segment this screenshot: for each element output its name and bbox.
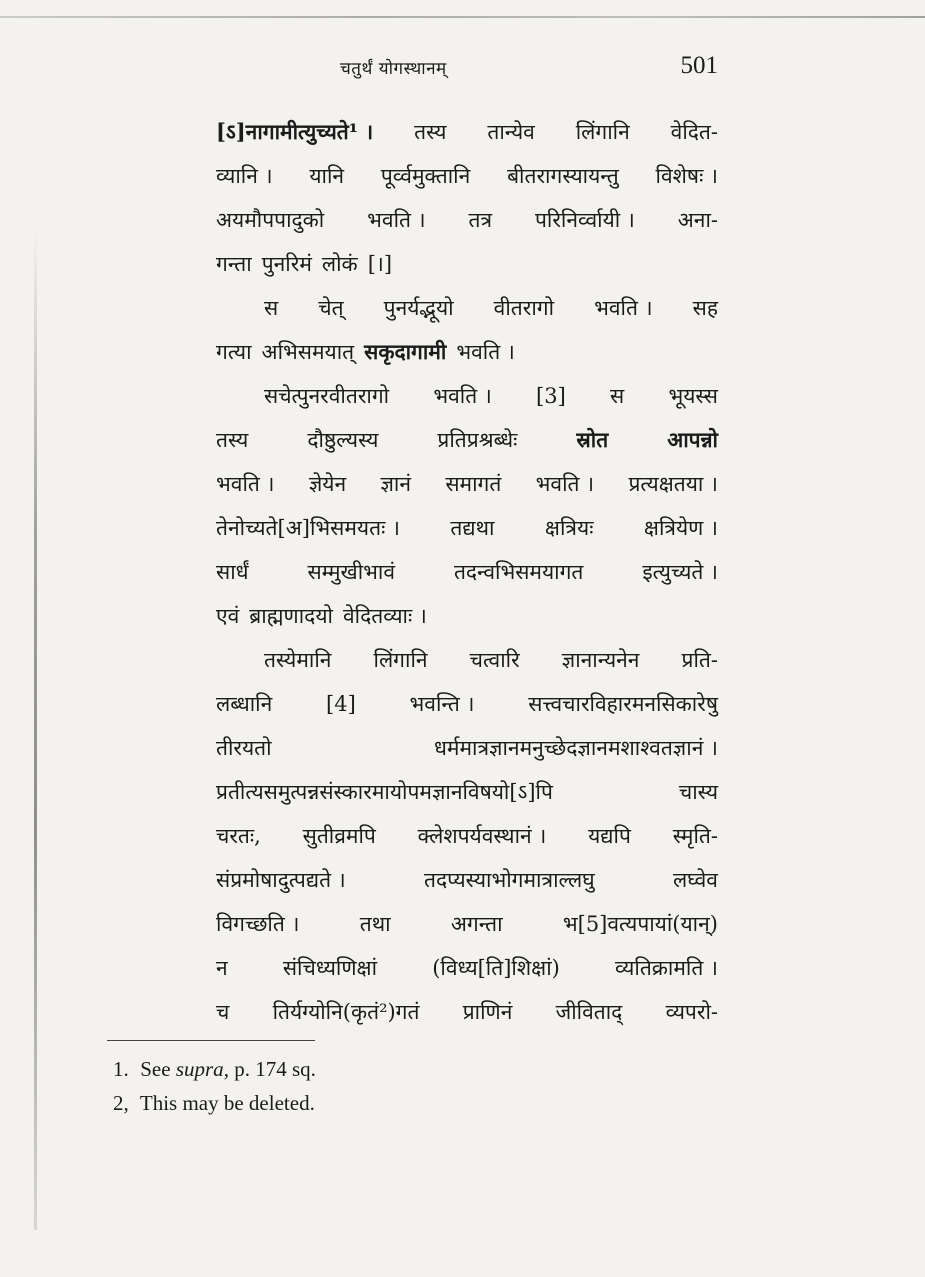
text-word: चास्य xyxy=(678,780,718,804)
text-word: प्राणिनं xyxy=(462,1000,513,1024)
footnote-text: This may be deleted. xyxy=(139,1091,315,1115)
footnote-emphasis: supra xyxy=(175,1057,224,1081)
text-word: तीरयतो xyxy=(216,736,272,760)
text-word: चरतः, xyxy=(216,824,261,848)
text-word: सचेत्पुनरवीतरागो xyxy=(264,384,390,408)
text-word: भवति । xyxy=(367,208,426,232)
text-word: भवति । xyxy=(456,340,515,364)
page-number: 501 xyxy=(680,52,718,79)
text-word: क्षत्रियः xyxy=(544,516,594,540)
text-line xyxy=(216,682,718,726)
text-word: व्यतिक्रामति । xyxy=(615,956,718,980)
text-word: तान्येव xyxy=(487,120,535,144)
text-word: आपन्नो xyxy=(667,427,718,452)
footnote-number: 2, xyxy=(113,1091,129,1115)
footnotes xyxy=(113,1052,613,1120)
text-line xyxy=(216,418,718,462)
text-word: तद्यथा xyxy=(450,516,495,540)
page-top-edge xyxy=(0,16,925,18)
text-word: वेदितव्याः । xyxy=(342,604,427,628)
text-word: स्रोत xyxy=(576,427,609,452)
text-word: चेत् xyxy=(318,296,344,320)
text-word: गन्ता xyxy=(216,252,252,276)
text-word: पूर्व्वमुक्तानि xyxy=(380,164,471,188)
text-line xyxy=(216,638,718,682)
text-line xyxy=(216,286,718,330)
text-word: क्षत्रियेण । xyxy=(643,516,718,540)
text-word: ज्ञानं xyxy=(380,472,411,496)
text-line xyxy=(216,462,718,506)
text-word: ब्राह्मणादयो xyxy=(249,604,333,628)
text-line xyxy=(216,594,718,638)
text-line xyxy=(216,902,718,946)
text-word: प्रतिप्रश्रब्धेः xyxy=(437,428,518,452)
text-line xyxy=(216,330,718,374)
footnote-rule xyxy=(107,1040,315,1041)
footnote-2 xyxy=(113,1086,613,1120)
text-word: चत्वारि xyxy=(469,648,520,672)
text-word: च xyxy=(216,1000,230,1024)
text-line xyxy=(216,374,718,418)
text-word: लिंगानि xyxy=(575,120,630,144)
text-word: यानि xyxy=(309,164,345,188)
text-word: बीतरागस्यायन्तु xyxy=(507,164,619,188)
text-word: भवति । xyxy=(433,384,492,408)
text-word: अभिसमयात् xyxy=(261,340,355,364)
text-line xyxy=(216,990,718,1034)
text-word: तस्य xyxy=(216,428,249,452)
text-word: सत्त्वचारविहारमनसिकारेषु xyxy=(528,692,718,716)
text-word: गत्या xyxy=(216,340,252,364)
body-text xyxy=(216,110,718,1034)
text-word: तथा xyxy=(359,912,391,936)
footnote-number: 1. xyxy=(113,1057,129,1081)
text-word: स xyxy=(264,296,279,320)
text-word: भवति । xyxy=(594,296,653,320)
text-word: सह xyxy=(692,296,718,320)
text-word: सुतीव्रमपि xyxy=(302,824,376,848)
text-word: भवन्ति । xyxy=(409,692,475,716)
text-word: एवं xyxy=(216,604,240,628)
text-line xyxy=(216,726,718,770)
text-word: धर्ममात्रज्ञानमनुच्छेदज्ञानमशाश्वतज्ञानं । xyxy=(433,736,718,760)
text-word: (विध्य[ति]शिक्षां) xyxy=(432,956,560,980)
text-word: अगन्ता xyxy=(450,912,503,936)
text-word: विशेषः । xyxy=(655,164,718,188)
text-line xyxy=(216,550,718,594)
text-word: समागतं xyxy=(445,472,502,496)
text-word: तेनोच्यते[अ]भिसमयतः । xyxy=(216,516,400,540)
text-word: पुनरिमं xyxy=(261,252,312,276)
text-word: वीतरागो xyxy=(493,296,555,320)
text-line xyxy=(216,858,718,902)
text-word: स xyxy=(610,384,625,408)
text-word: भूयस्स xyxy=(668,384,718,408)
text-word: लघ्वेव xyxy=(673,868,718,892)
text-line xyxy=(216,814,718,858)
footnote-1 xyxy=(113,1052,613,1086)
text-word: प्रतीत्यसमुत्पन्नसंस्कारमायोपमज्ञानविषयो[ऽ]पि xyxy=(216,780,553,804)
text-word: [ऽ]नागामीत्युच्यते¹ । xyxy=(216,119,374,144)
text-word: अना- xyxy=(677,208,718,232)
text-word: तत्र xyxy=(468,208,493,232)
text-word: तस्य xyxy=(414,120,447,144)
text-word: दौष्ठुल्यस्य xyxy=(307,428,379,452)
text-word: संप्रमोषादुत्पद्यते । xyxy=(216,868,346,892)
text-word: भ[5]वत्यपायां(यान्) xyxy=(562,912,718,936)
text-word: लिंगानि xyxy=(373,648,428,672)
text-line xyxy=(216,946,718,990)
text-word: [3] xyxy=(536,384,566,408)
text-word: तदप्यस्याभोगमात्राल्लघु xyxy=(424,868,595,892)
text-word: [4] xyxy=(326,692,356,716)
text-word: [।] xyxy=(367,252,393,276)
text-word: तस्येमानि xyxy=(264,648,332,672)
text-word: व्यानि । xyxy=(216,164,273,188)
text-word: प्रति- xyxy=(681,648,718,672)
text-line xyxy=(216,770,718,814)
text-word: सकृदागामी xyxy=(364,339,447,364)
text-word: व्यपरो- xyxy=(665,1000,718,1024)
text-word: तिर्यग्योनि(कृतं²)गतं xyxy=(272,1000,420,1024)
text-word: भवति । xyxy=(216,472,275,496)
text-line xyxy=(216,110,718,154)
text-word: अयमौपपादुको xyxy=(216,208,325,232)
text-word: सार्धं xyxy=(216,560,249,584)
text-word: यद्यपि xyxy=(588,824,631,848)
text-word: सम्मुखीभावं xyxy=(307,560,396,584)
text-word: प्रत्यक्षतया । xyxy=(628,472,718,496)
text-line xyxy=(216,506,718,550)
text-word: लोकं xyxy=(321,252,358,276)
text-word: विगच्छति । xyxy=(216,912,300,936)
text-line xyxy=(216,154,718,198)
text-word: तदन्वभिसमयागत xyxy=(453,560,584,584)
text-line xyxy=(216,198,718,242)
text-word: वेदित- xyxy=(670,120,718,144)
text-word: ज्ञानान्यनेन xyxy=(561,648,640,672)
text-word: संचिध्यणिक्षां xyxy=(282,956,378,980)
text-line xyxy=(216,242,718,286)
text-word: क्लेशपर्यवस्थानं । xyxy=(417,824,547,848)
text-word: लब्धानि xyxy=(216,692,273,716)
text-word: भवति । xyxy=(535,472,595,496)
text-word: न xyxy=(216,956,228,980)
text-word: पुनर्यद्भूयो xyxy=(383,296,454,320)
page-header xyxy=(340,52,730,86)
text-word: इत्युच्यते । xyxy=(642,560,718,584)
text-word: स्मृति- xyxy=(672,824,718,848)
footnote-text: See xyxy=(140,1057,176,1081)
text-word: ज्ञेयेन xyxy=(308,472,347,496)
running-head: चतुर्थं योगस्थानम् xyxy=(340,59,447,79)
text-word: परिनिर्व्वायी । xyxy=(534,208,635,232)
footnote-text-tail: , p. 174 sq. xyxy=(223,1057,316,1081)
text-word: जीविताद् xyxy=(555,1000,623,1024)
page-left-shadow xyxy=(34,230,37,1230)
